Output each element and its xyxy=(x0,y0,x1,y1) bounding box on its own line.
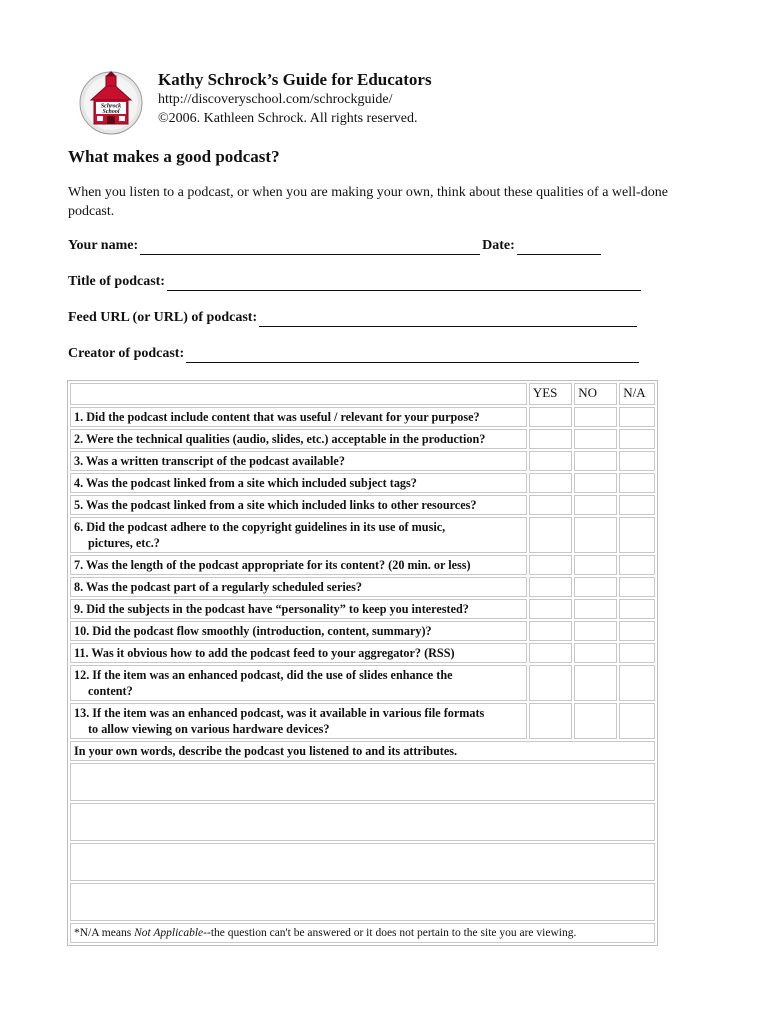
header-url: http://discoveryschool.com/schrockguide/ xyxy=(158,92,393,107)
answer-yes-cell[interactable] xyxy=(529,621,572,641)
answer-no-cell[interactable] xyxy=(574,577,617,597)
title-row xyxy=(68,273,641,291)
name-label: Your name: xyxy=(68,238,139,253)
question-label: If the item was an enhanced podcast, did the use of slides enhance the xyxy=(92,668,453,682)
question-row xyxy=(70,451,655,471)
description-answer-field[interactable] xyxy=(70,843,655,881)
answer-no-cell[interactable] xyxy=(574,643,617,663)
feed-label: Feed URL (or URL) of podcast: xyxy=(68,310,258,325)
answer-yes-cell[interactable] xyxy=(529,495,572,515)
feed-row xyxy=(68,309,637,327)
answer-no-cell[interactable] xyxy=(574,473,617,493)
title-field[interactable] xyxy=(167,276,641,291)
question-row xyxy=(70,407,655,427)
question-row xyxy=(70,703,655,739)
question-number: 2. xyxy=(74,432,84,446)
logo-text-line2: School xyxy=(102,109,120,115)
table-header-row xyxy=(70,383,655,405)
question-text xyxy=(70,577,527,597)
own-words-label: In your own words, describe the podcast you listened to and its attributes. xyxy=(70,741,655,761)
question-label: Was the podcast linked from a site which included subject tags? xyxy=(85,476,417,490)
question-label: If the item was an enhanced podcast, was it available in various file formats xyxy=(92,706,485,720)
answer-yes-cell[interactable] xyxy=(529,429,572,449)
own-words-row xyxy=(70,741,655,761)
footnote-rest: --the question can't be answered or it does not pertain to the site you are viewing. xyxy=(203,927,577,939)
question-row xyxy=(70,473,655,493)
answer-na-cell[interactable] xyxy=(619,517,655,553)
questionnaire-table xyxy=(67,380,658,946)
answer-na-cell[interactable] xyxy=(619,495,655,515)
question-label: Was the length of the podcast appropriate for its content? (20 min. or less) xyxy=(85,558,471,572)
answer-yes-cell[interactable] xyxy=(529,473,572,493)
answer-no-cell[interactable] xyxy=(574,407,617,427)
description-answer-field[interactable] xyxy=(70,883,655,921)
question-text xyxy=(70,451,527,471)
question-text xyxy=(70,665,527,701)
question-number: 3. xyxy=(74,454,84,468)
feed-field[interactable] xyxy=(259,312,637,327)
answer-no-cell[interactable] xyxy=(574,517,617,553)
question-text xyxy=(70,555,527,575)
question-row xyxy=(70,643,655,663)
question-number: 10. xyxy=(74,624,90,638)
question-label: Was it obvious how to add the podcast feed to your aggregator? (RSS) xyxy=(91,646,455,660)
answer-no-cell[interactable] xyxy=(574,495,617,515)
answer-na-cell[interactable] xyxy=(619,451,655,471)
answer-no-cell[interactable] xyxy=(574,621,617,641)
question-text xyxy=(70,643,527,663)
answer-yes-cell[interactable] xyxy=(529,599,572,619)
question-number: 4. xyxy=(74,476,84,490)
answer-na-cell[interactable] xyxy=(619,577,655,597)
question-number: 13. xyxy=(74,706,90,720)
name-field[interactable] xyxy=(140,240,480,255)
question-row xyxy=(70,517,655,553)
answer-na-cell[interactable] xyxy=(619,473,655,493)
answer-no-cell[interactable] xyxy=(574,451,617,471)
header-blank-cell xyxy=(70,383,527,405)
footnote xyxy=(70,923,655,943)
question-row xyxy=(70,621,655,641)
question-row xyxy=(70,577,655,597)
answer-na-cell[interactable] xyxy=(619,621,655,641)
question-text xyxy=(70,407,527,427)
answer-na-cell[interactable] xyxy=(619,599,655,619)
date-field[interactable] xyxy=(517,240,601,255)
question-text xyxy=(70,517,527,553)
question-label-continued: pictures, etc.? xyxy=(88,536,160,550)
creator-field[interactable] xyxy=(186,348,639,363)
creator-label: Creator of podcast: xyxy=(68,346,185,361)
answer-no-cell[interactable] xyxy=(574,703,617,739)
question-label: Did the subjects in the podcast have “personality” to keep you interested? xyxy=(86,602,469,616)
intro-text: When you listen to a podcast, or when you are making your own, think about these qualities of a well-done podcast. xyxy=(68,185,668,219)
question-number: 11. xyxy=(74,646,89,660)
header-block xyxy=(158,70,432,128)
answer-na-cell[interactable] xyxy=(619,555,655,575)
name-date-row xyxy=(68,237,601,255)
answer-na-cell[interactable] xyxy=(619,429,655,449)
question-number: 1. xyxy=(74,410,84,424)
question-number: 12. xyxy=(74,668,90,682)
date-label: Date: xyxy=(482,238,515,253)
question-number: 8. xyxy=(74,580,84,594)
answer-no-cell[interactable] xyxy=(574,555,617,575)
question-label: Was the podcast part of a regularly scheduled series? xyxy=(85,580,362,594)
question-number: 7. xyxy=(74,558,84,572)
answer-na-cell[interactable] xyxy=(619,407,655,427)
question-label: Did the podcast flow smoothly (introduction, content, summary)? xyxy=(92,624,432,638)
header-title: Kathy Schrock’s Guide for Educators xyxy=(158,70,432,89)
logo-text-line1: Schrock xyxy=(100,103,122,110)
question-label: Was the podcast linked from a site which included links to other resources? xyxy=(85,498,477,512)
question-number: 5. xyxy=(74,498,84,512)
question-text xyxy=(70,495,527,515)
answer-yes-cell[interactable] xyxy=(529,407,572,427)
question-text xyxy=(70,703,527,739)
answer-yes-cell[interactable] xyxy=(529,643,572,663)
question-row xyxy=(70,429,655,449)
question-number: 9. xyxy=(74,602,84,616)
schrock-school-logo xyxy=(79,70,143,136)
footnote-italic: Not Applicable xyxy=(134,927,204,939)
page-title: What makes a good podcast? xyxy=(68,147,280,166)
footnote-prefix: *N/A means xyxy=(74,927,135,939)
question-label-continued: content? xyxy=(88,684,133,698)
question-label: Were the technical qualities (audio, slides, etc.) acceptable in the production? xyxy=(85,432,486,446)
description-answer-row xyxy=(70,763,655,801)
answer-yes-cell[interactable] xyxy=(529,665,572,701)
question-label: Was a written transcript of the podcast available? xyxy=(85,454,345,468)
description-answer-row xyxy=(70,843,655,881)
col-no-header: NO xyxy=(574,383,617,405)
answer-yes-cell[interactable] xyxy=(529,517,572,553)
question-label-continued: to allow viewing on various hardware devices? xyxy=(88,722,330,736)
answer-yes-cell[interactable] xyxy=(529,451,572,471)
answer-no-cell[interactable] xyxy=(574,665,617,701)
description-answer-field[interactable] xyxy=(70,763,655,801)
answer-yes-cell[interactable] xyxy=(529,577,572,597)
creator-row xyxy=(68,345,639,363)
question-text xyxy=(70,599,527,619)
question-number: 6. xyxy=(74,520,84,534)
col-na-header: N/A xyxy=(619,383,655,405)
description-answer-row xyxy=(70,803,655,841)
question-text xyxy=(70,473,527,493)
question-text xyxy=(70,621,527,641)
footnote-row xyxy=(70,923,655,943)
answer-yes-cell[interactable] xyxy=(529,703,572,739)
col-yes-header: YES xyxy=(529,383,572,405)
title-label: Title of podcast: xyxy=(68,274,165,289)
answer-na-cell[interactable] xyxy=(619,665,655,701)
question-row xyxy=(70,555,655,575)
question-label: Did the podcast include content that was useful / relevant for your purpose? xyxy=(86,410,480,424)
description-answer-row xyxy=(70,883,655,921)
description-answer-field[interactable] xyxy=(70,803,655,841)
answer-yes-cell[interactable] xyxy=(529,555,572,575)
question-label: Did the podcast adhere to the copyright guidelines in its use of music, xyxy=(86,520,446,534)
question-row xyxy=(70,599,655,619)
answer-na-cell[interactable] xyxy=(619,703,655,739)
question-row xyxy=(70,665,655,701)
question-text xyxy=(70,429,527,449)
answer-no-cell[interactable] xyxy=(574,429,617,449)
answer-na-cell[interactable] xyxy=(619,643,655,663)
answer-no-cell[interactable] xyxy=(574,599,617,619)
question-row xyxy=(70,495,655,515)
header-copyright: ©2006. Kathleen Schrock. All rights reserved. xyxy=(158,111,418,126)
